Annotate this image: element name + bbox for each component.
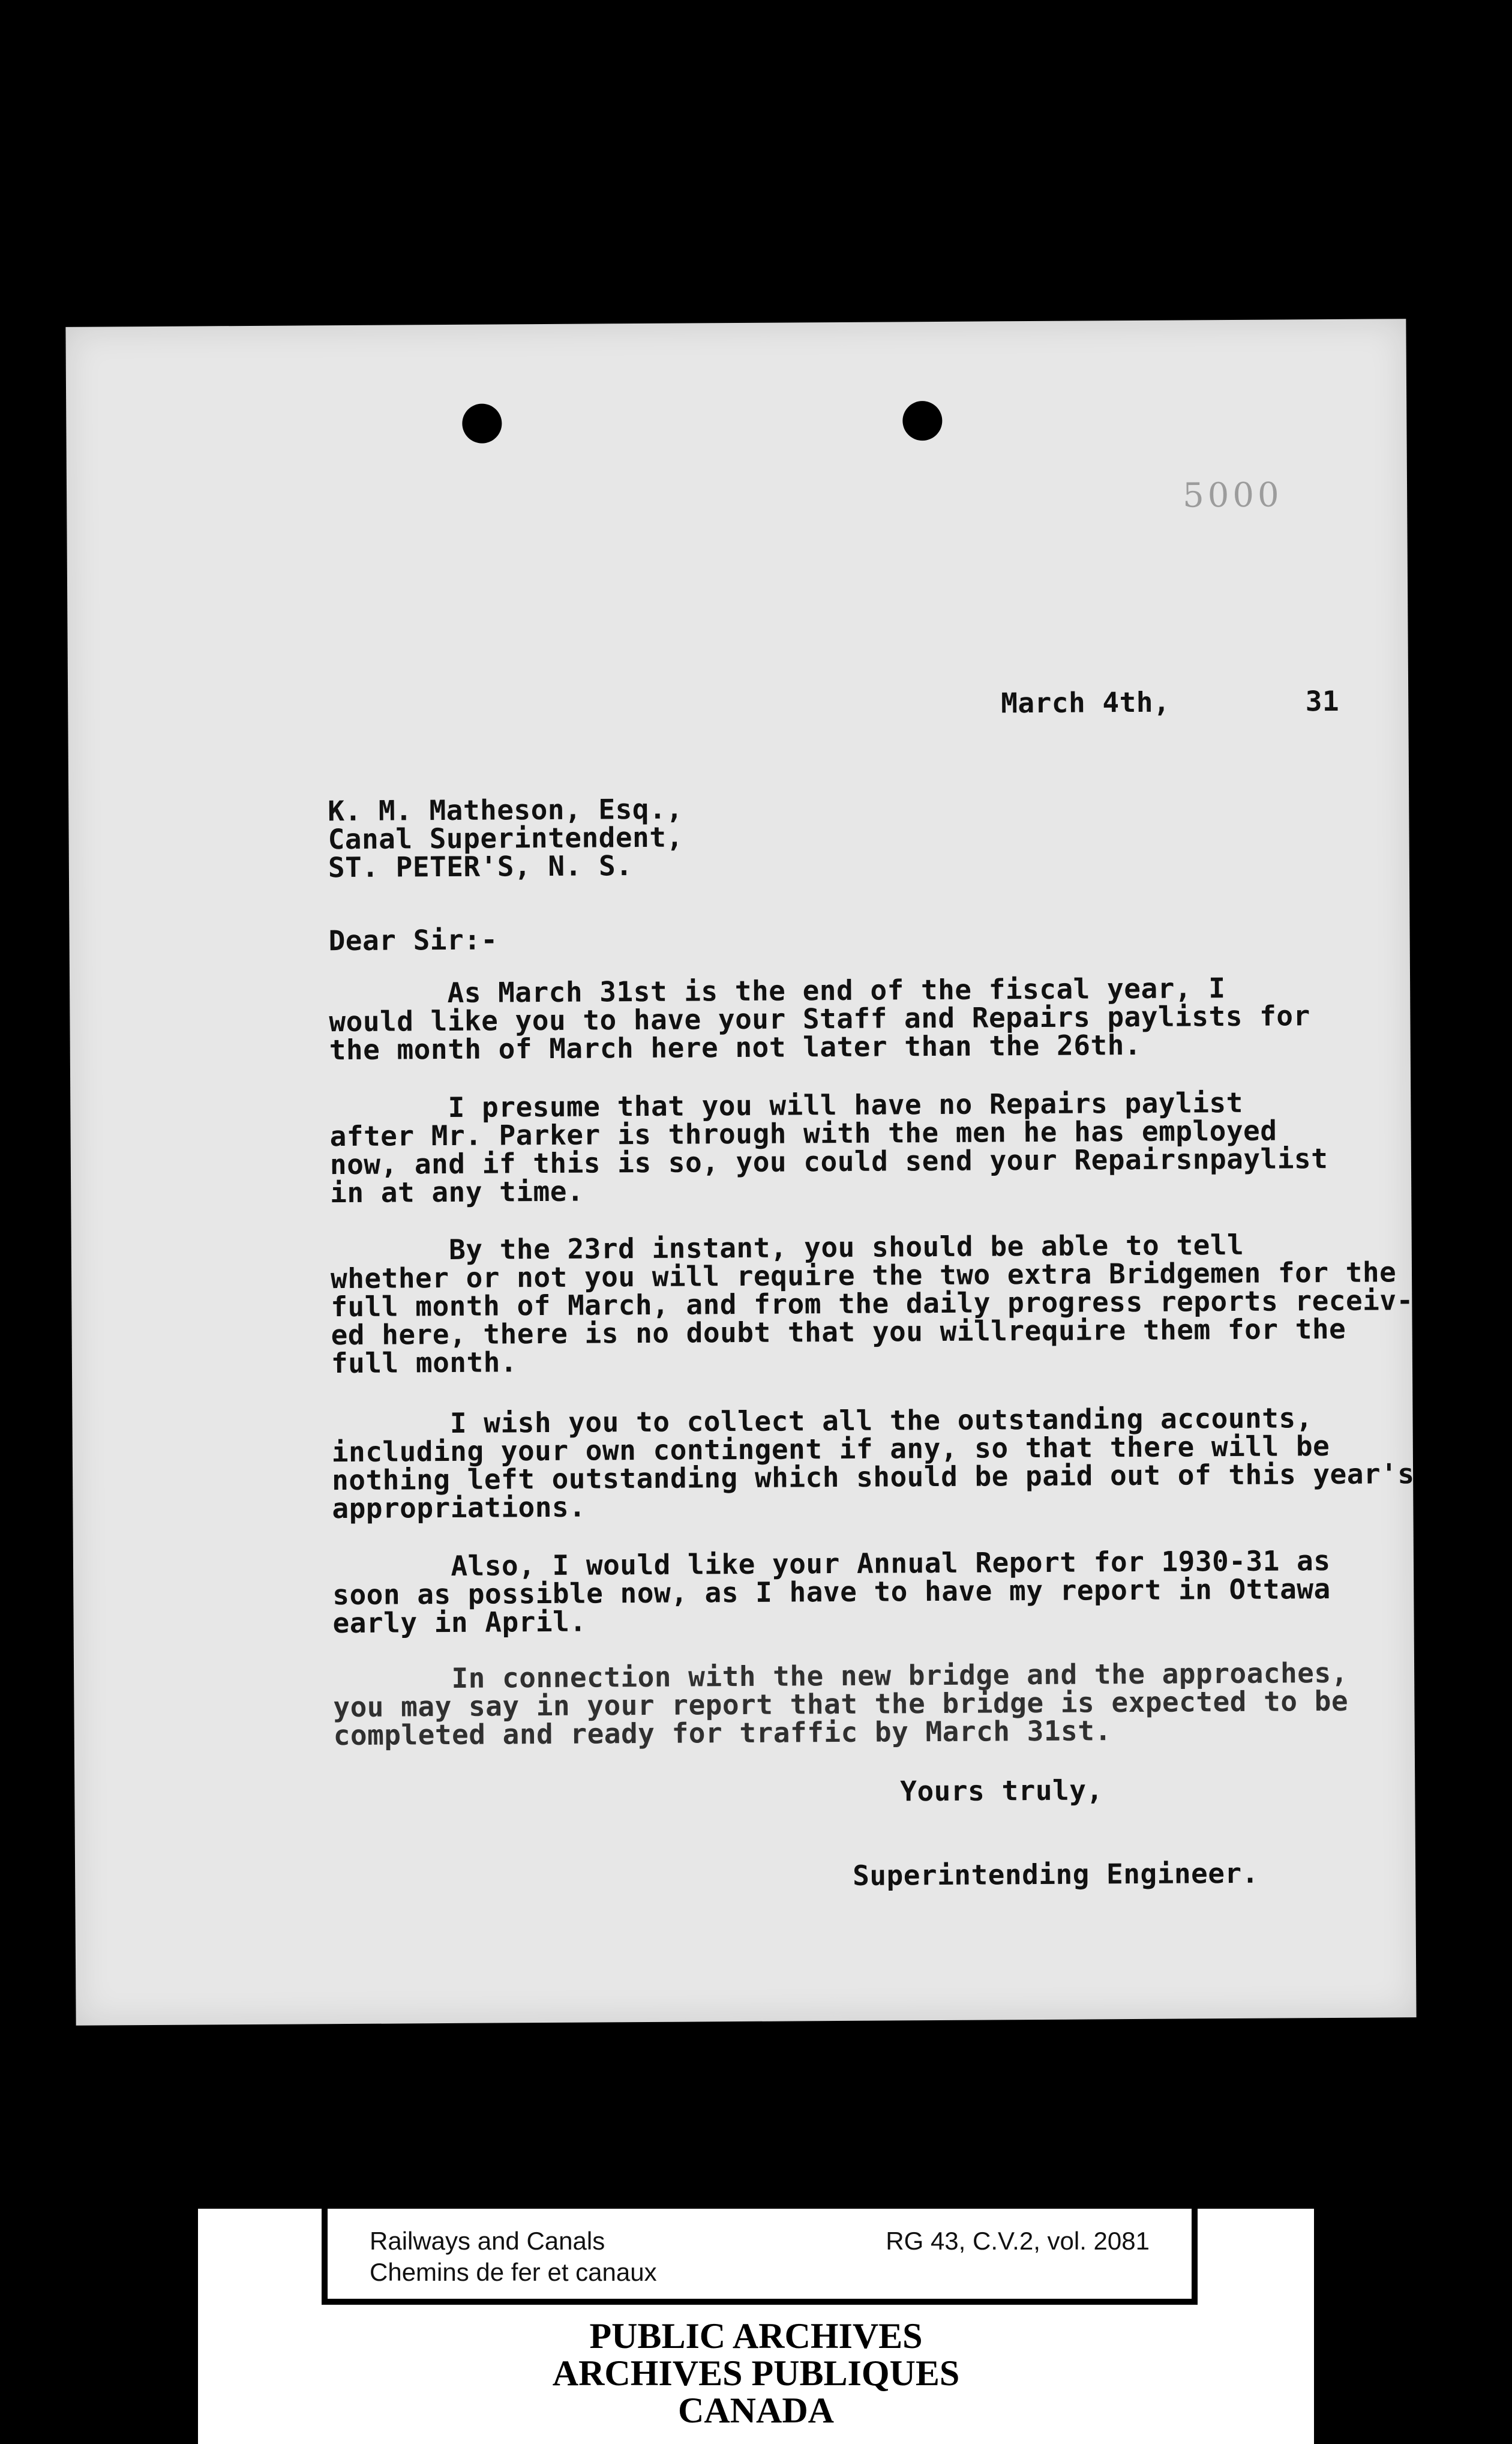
department-name-en: Railways and Canals	[370, 2227, 605, 2255]
address-line: K. M. Matheson, Esq.,	[328, 792, 683, 828]
punch-hole-left	[462, 403, 502, 443]
closing: Yours truly,	[900, 1774, 1103, 1808]
paragraph-new-bridge: In connection with the new bridge and the approaches, you may say in your report that the bridge is expected to be completed and ready for traffic by March 31st.	[332, 1656, 1349, 1752]
address-line: Canal Superintendent,	[328, 820, 683, 856]
paragraph-annual-report: Also, I would like your Annual Report for 1930-31 as soon as possible now, as I have to have my report in Ottawa early in April.	[332, 1544, 1331, 1640]
paragraph-accounts: I wish you to collect all the outstanding accounts, including your own contingent if any, so that there will be nothing left outstanding which should be paid out of this year's appropriations.	[331, 1401, 1415, 1525]
signature-title: Superintending Engineer.	[852, 1856, 1259, 1892]
letter-page	[65, 319, 1416, 2026]
letter-date: March 4th, 31	[1001, 684, 1340, 720]
punch-hole-right	[902, 401, 942, 441]
archive-country: CANADA	[678, 2391, 834, 2430]
salutation: Dear Sir:-	[328, 923, 498, 957]
file-stamp-number: 5000	[1182, 475, 1283, 516]
archive-title-en: PUBLIC ARCHIVES	[589, 2316, 923, 2356]
archive-label-panel	[198, 2209, 1314, 2444]
paragraph-repairs-paylist: I presume that you will have no Repairs paylist after Mr. Parker is through with the men he has employed now, and if this is so, you could send your Repairsnpaylist in at any time.	[329, 1086, 1328, 1209]
archive-title-fr: ARCHIVES PUBLIQUES	[552, 2353, 960, 2393]
department-name-fr: Chemins de fer et canaux	[370, 2258, 657, 2286]
archive-label-box	[322, 2209, 1198, 2305]
paragraph-fiscal-year: As March 31st is the end of the fiscal year, I would like you to have your Staff and Repairs paylists for the month of March here not later than the 26th.	[329, 972, 1310, 1067]
paragraph-bridgemen: By the 23rd instant, you should be able to tell whether or not you will require the two extra Bridgemen for the full month of March, and from the daily progress reports receiv- ed here, there is no doubt that you willrequire them for the full month.	[330, 1228, 1414, 1380]
archive-reference: RG 43, C.V.2, vol. 2081	[886, 2227, 1150, 2255]
address-line: ST. PETER'S, N. S.	[328, 849, 633, 884]
recipient-address	[328, 792, 683, 884]
